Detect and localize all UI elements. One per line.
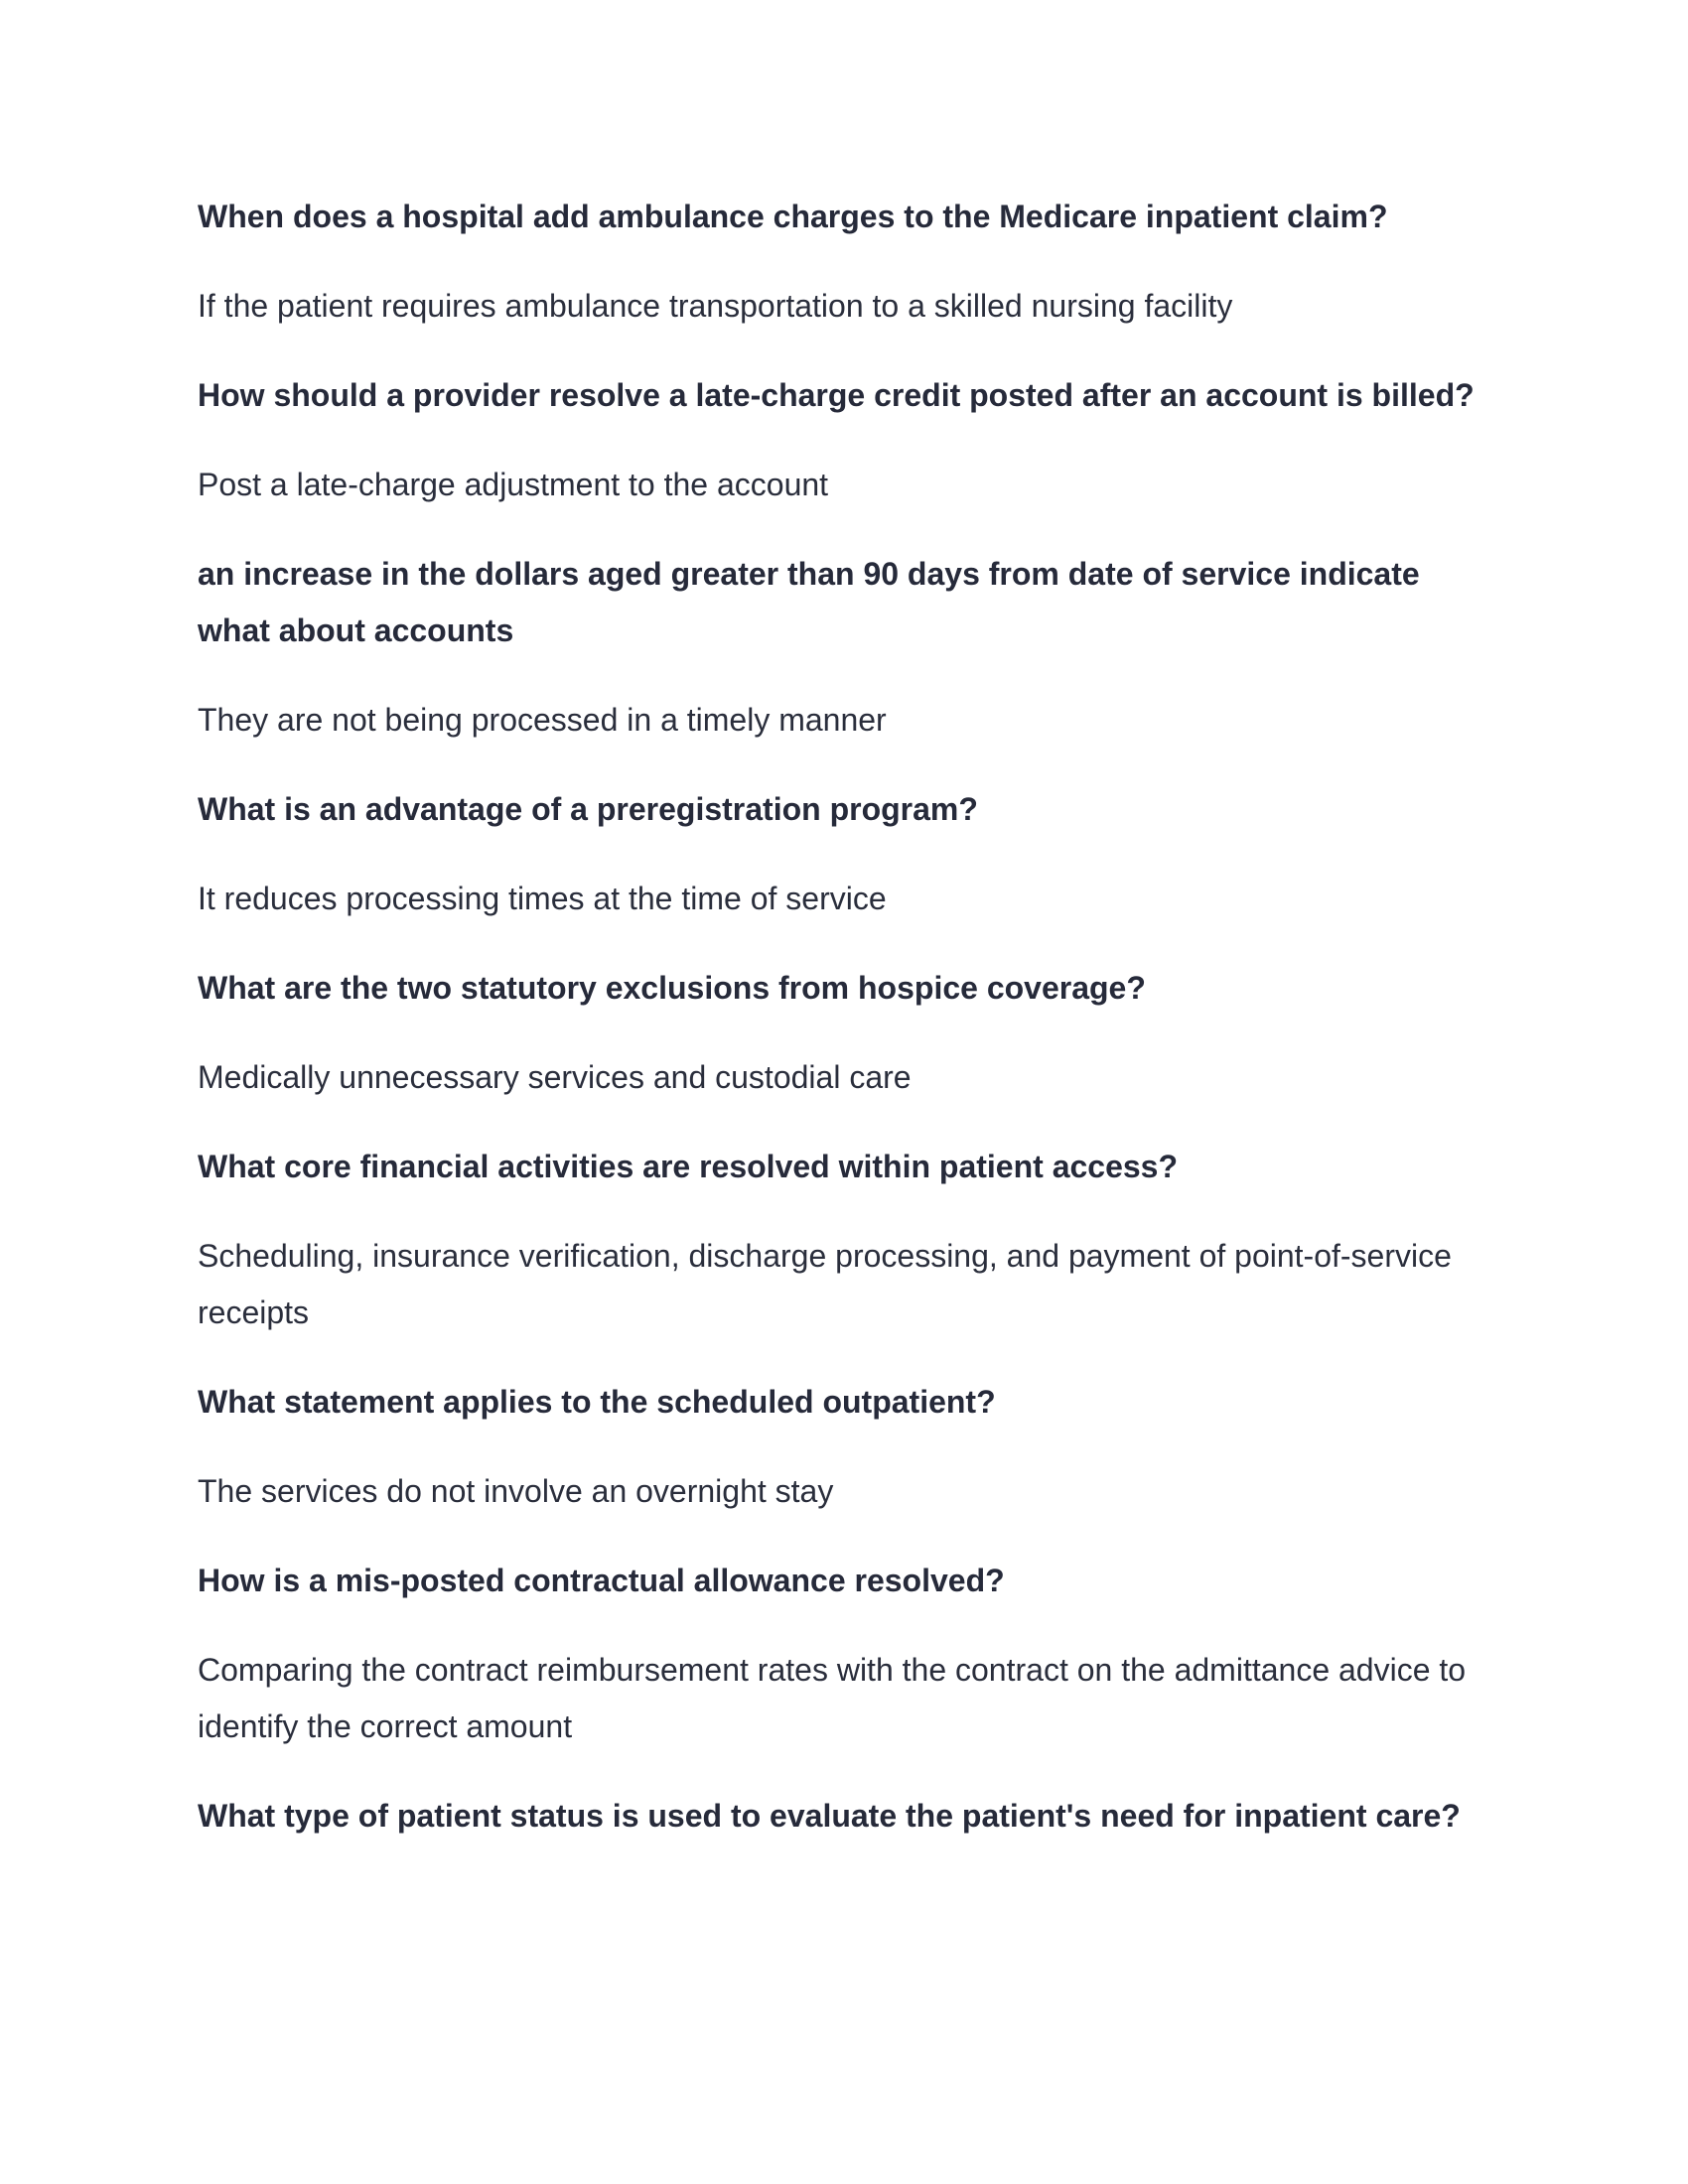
question: What are the two statutory exclusions from hospice coverage? — [198, 970, 1146, 1006]
answer: The services do not involve an overnight stay — [198, 1473, 834, 1509]
answer: Comparing the contract reimbursement rates with the contract on the admittance advice to identify the correct amount — [198, 1652, 1467, 1744]
question: an increase in the dollars aged greater than 90 days from date of service indicate what about accounts — [198, 556, 1420, 648]
answer: Post a late-charge adjustment to the account — [198, 467, 829, 502]
answer: Medically unnecessary services and custodial care — [198, 1059, 912, 1095]
answer: If the patient requires ambulance transportation to a skilled nursing facility — [198, 288, 1233, 324]
answer: They are not being processed in a timely manner — [198, 702, 887, 738]
question: What is an advantage of a preregistration program? — [198, 791, 978, 827]
document-body — [198, 189, 1478, 1877]
answer: It reduces processing times at the time of service — [198, 881, 887, 916]
question: What type of patient status is used to evaluate the patient's need for inpatient care? — [198, 1798, 1461, 1834]
question: What core financial activities are resolved within patient access? — [198, 1149, 1179, 1184]
question: When does a hospital add ambulance charges to the Medicare inpatient claim? — [198, 199, 1388, 234]
question: How is a mis-posted contractual allowance resolved? — [198, 1563, 1005, 1598]
question: What statement applies to the scheduled outpatient? — [198, 1384, 996, 1420]
question: How should a provider resolve a late-charge credit posted after an account is billed? — [198, 377, 1475, 413]
answer: Scheduling, insurance verification, discharge processing, and payment of point-of-service receipts — [198, 1238, 1452, 1330]
